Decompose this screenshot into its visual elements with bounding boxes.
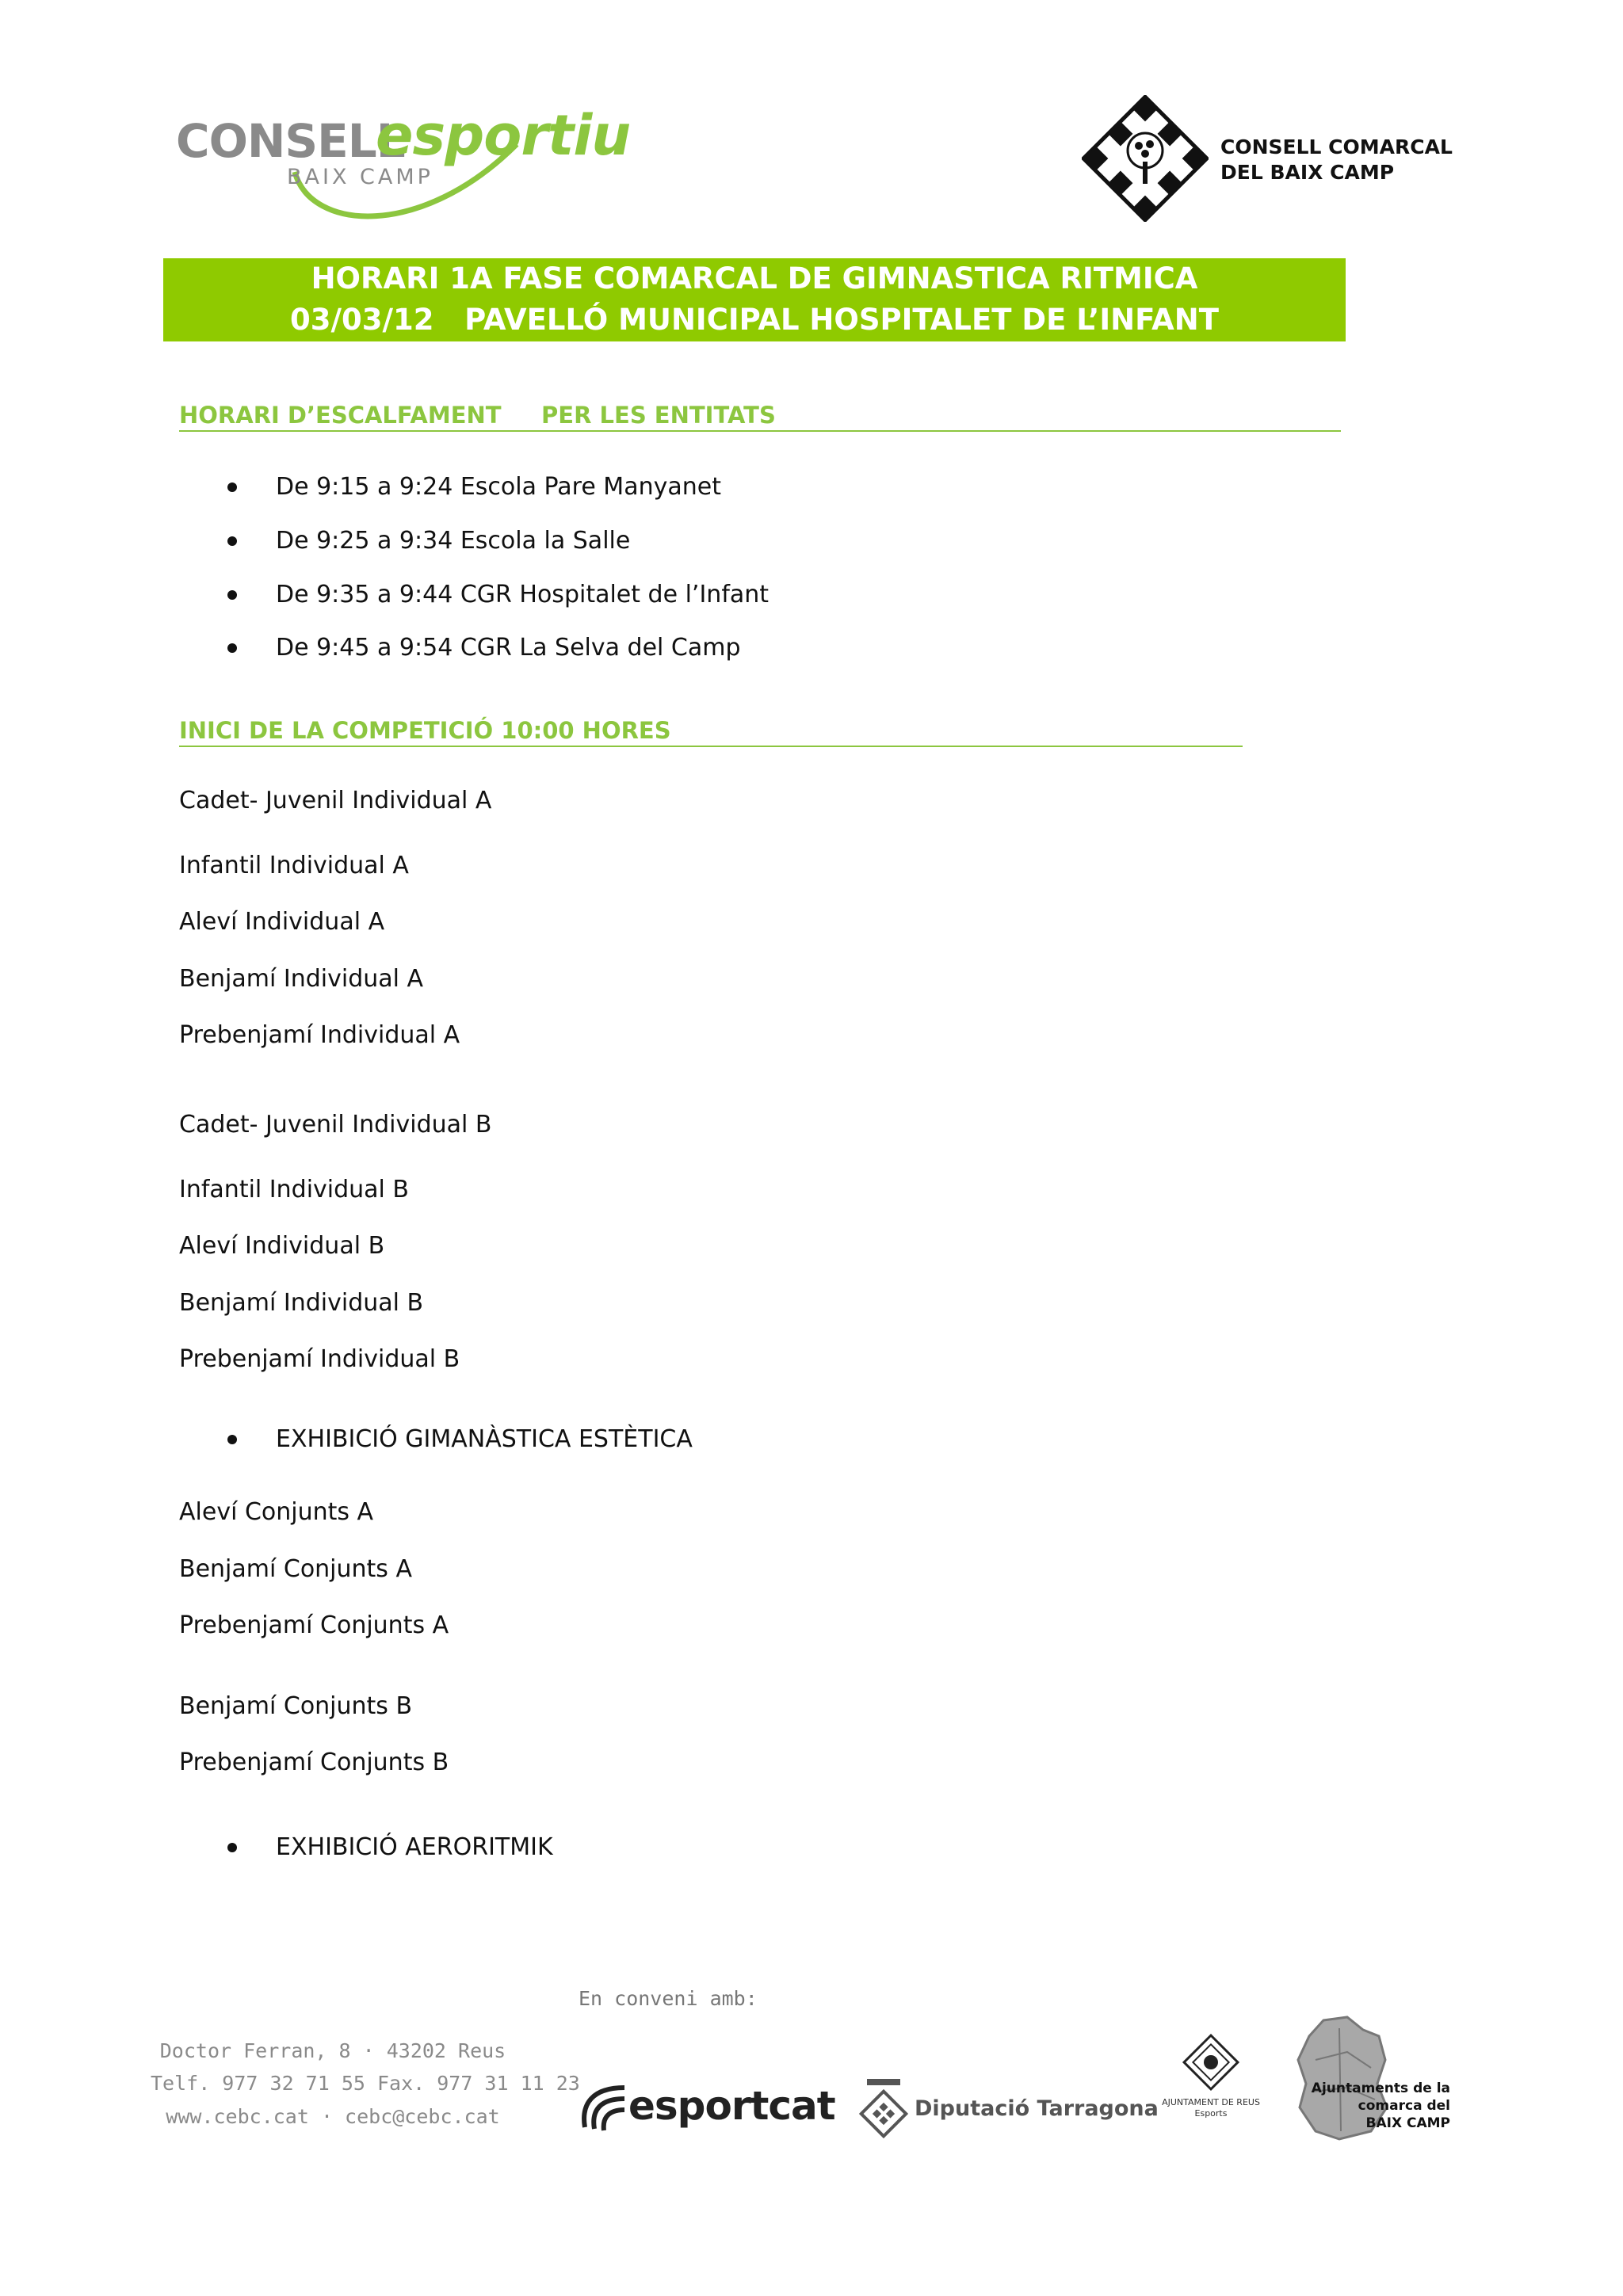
category-item: Infantil Individual A [179,852,409,879]
category-item: Prebenjamí Conjunts B [179,1749,449,1776]
bullet-icon [227,1435,237,1444]
address-text: Doctor Ferran, 8 · 43202 Reus [159,2039,506,2062]
category-item: Aleví Individual B [179,1232,385,1260]
comarcal-line-2: DEL BAIX CAMP [1220,161,1395,184]
reus-logo-text [1148,2097,1274,2119]
warmup-item: De 9:25 a 9:34 Escola la Salle [276,527,631,555]
category-item: Benjamí Conjunts B [179,1692,413,1720]
warmup-heading: HORARI D’ESCALFAMENT PER LES ENTITATS [179,402,776,429]
category-item: Benjamí Conjunts A [179,1555,412,1583]
category-item: Prebenjamí Individual A [179,1021,460,1049]
bullet-icon [227,590,237,600]
comarcal-line-1: CONSELL COMARCAL [1220,135,1453,158]
bullet-icon [227,1843,237,1852]
exhibition-item: EXHIBICIÓ GIMANÀSTICA ESTÈTICA [276,1425,693,1453]
esportcat-wordmark: esportcat [628,2083,835,2129]
warmup-item: De 9:35 a 9:44 CGR Hospitalet de l’Infant [276,581,769,608]
bullet-icon [227,536,237,546]
category-item: Benjamí Individual B [179,1289,424,1317]
comarcal-emblem-icon [1082,95,1209,222]
web-email-text: www.cebc.cat · cebc@cebc.cat [166,2105,500,2128]
category-item: Aleví Conjunts A [179,1498,374,1526]
diputacio-wordmark: Diputació Tarragona [915,2096,1159,2121]
competition-heading: INICI DE LA COMPETICIÓ 10:00 HORES [179,717,671,744]
logo-word-esportiu: esportiu [376,103,631,168]
agreement-label: En conveni amb: [579,1987,758,2010]
logo-word-consell: CONSELL [176,114,405,168]
ajbc-line-3: BAIX CAMP [1365,2115,1450,2131]
ajuntaments-baix-camp-logo [1292,2012,1450,2143]
title-line-2: 03/03/12 PAVELLÓ MUNICIPAL HOSPITALET DE L’INFANT [290,303,1219,337]
category-item: Benjamí Individual A [179,965,424,993]
category-item: Aleví Individual A [179,908,385,936]
ajbc-line-1: Ajuntaments de la [1311,2081,1450,2096]
ajbc-line-2: comarca del [1358,2098,1450,2114]
bullet-icon [227,643,237,653]
category-item: Cadet- Juvenil Individual A [179,787,492,814]
category-item: Cadet- Juvenil Individual B [179,1111,492,1138]
consell-comarcal-logo [1082,95,1454,230]
consell-esportiu-logo [176,97,631,239]
warmup-item: De 9:45 a 9:54 CGR La Selva del Camp [276,634,741,662]
esportcat-logo [577,2080,842,2143]
title-line-1: HORARI 1A FASE COMARCAL DE GIMNASTICA RITMICA [311,261,1198,296]
reus-crest-icon [1179,2032,1243,2096]
competition-heading-rule [179,746,1243,747]
diputacio-tarragona-logo [857,2077,1159,2141]
diputacio-crest-icon [857,2077,910,2141]
exhibition-item: EXHIBICIÓ AERORITMIK [276,1833,553,1861]
warmup-heading-rule [179,430,1341,432]
esportcat-mark-icon [577,2080,628,2143]
logo-subtitle: BAIX CAMP [287,165,433,189]
comarcal-logo-text [1220,135,1453,185]
title-banner [163,258,1346,341]
reus-line-2: Esports [1194,2108,1228,2119]
baix-camp-logo-text [1292,2080,1452,2132]
bullet-icon [227,482,237,492]
ajuntament-reus-logo [1148,2032,1274,2135]
phone-text: Telf. 977 32 71 55 Fax. 977 31 11 23 [151,2072,580,2095]
category-item: Prebenjamí Individual B [179,1345,460,1373]
warmup-item: De 9:15 a 9:24 Escola Pare Manyanet [276,473,721,501]
reus-line-1: AJUNTAMENT DE REUS [1162,2097,1260,2107]
category-item: Prebenjamí Conjunts A [179,1611,449,1639]
category-item: Infantil Individual B [179,1176,410,1203]
